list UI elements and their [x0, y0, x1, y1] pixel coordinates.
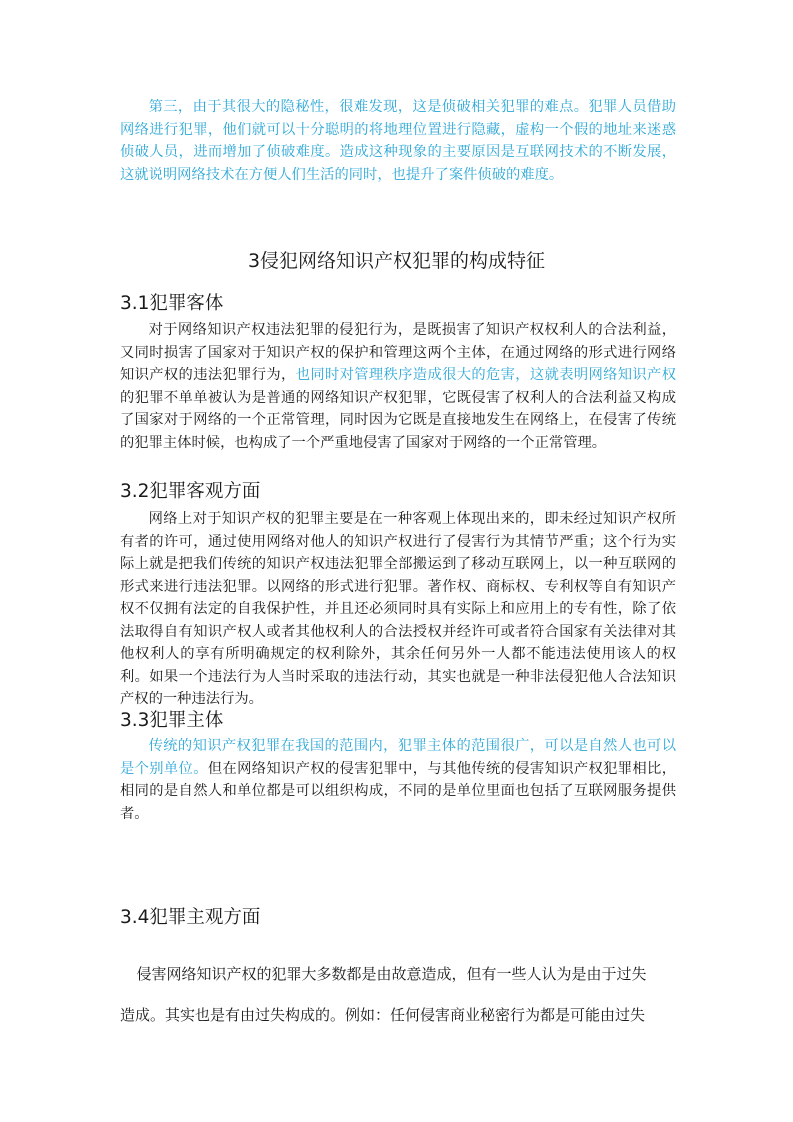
section-3-1-highlight: 也同时对管理秩序造成很大的危害，这就表明网络知识产权 [295, 367, 676, 383]
section-3-4-line-1: 侵害网络知识产权的犯罪大多数都是由故意造成，但有一些人认为是由于过失 [136, 965, 647, 983]
section-3-3-text-b: 但在网络知识产权的侵害犯罪中，与其他传统的侵害知识产权犯罪相比，相同的是自然人和单位都是可以组织构成，不同的是单位里面也包括了互联网服务提供者。 [120, 760, 676, 822]
section-3-4-heading: 3.4犯罪主观方面 [120, 907, 261, 928]
section-3-4-line-2: 造成。其实也是有由过失构成的。例如：任何侵害商业秘密行为都是可能由过失 [120, 1006, 646, 1024]
section-3-1-paragraph [120, 319, 676, 454]
section-3-3-highlight: 传统的知识产权犯罪在我国的范围内，犯罪主体的范围很广，可以是自然人也可以是个别单位。 [120, 738, 676, 777]
section-3-1-heading: 3.1犯罪客体 [120, 293, 224, 314]
section-3-2-heading: 3.2犯罪客观方面 [120, 481, 261, 502]
intro-paragraph: 第三，由于其很大的隐秘性，很难发现，这是侦破相关犯罪的难点。犯罪人员借助网络进行犯罪，他们就可以十分聪明的将地理位置进行隐藏，虚构一个假的地址来迷惑侦破人员，进而增加了侦破难度。造成这种现象的主要原因是互联网技术的不断发展，这就说明网络技术在方便人们生活的同时，也提升了案件侦破的难度。 [120, 99, 676, 183]
section-3-1-text-c: 的犯罪不单单被认为是普通的网络知识产权犯罪，它既侵害了权利人的合法利益又构成了国家对于网络的一个正常管理，同时因为它既是直接地发生在网络上，在侵害了传统的犯罪主体时候，也构成了一个严重地侵害了国家对于网络的一个正常管理。 [120, 389, 676, 451]
section-3-1-text-a: 对于网络知识产权违法犯罪的侵犯行为，是既损害了知识产权权利人的合法利益，又同时损害了国家对于知识产权的保护和管理这两个主体，在通过网络的形式进行网络知识产权的违法犯罪行为， [120, 322, 676, 383]
section-3-3-paragraph [120, 735, 676, 825]
chapter-title: 3侵犯网络知识产权犯罪的构成特征 [247, 250, 546, 272]
section-3-2-paragraph: 网络上对于知识产权的犯罪主要是在一种客观上体现出来的，即未经过知识产权所有者的许可，通过使用网络对他人的知识产权进行了侵害行为其情节严重；这个行为实际上就是把我们传统的知识产权违法犯罪全部搬运到了移动互联网上，以一种互联网的形式来进行违法犯罪。以网络的形式进行犯罪。著作权、商标权、专利权等自有知识产权不仅拥有法定的自我保护性，并且还必须同时具有实际上和应用上的专有性，除了依法取得自有知识产权人或者其他权利人的合法授权并经许可或者符合国家有关法律对其他权利人的享有所明确规定的权利除外，其余任何另外一人都不能违法使用该人的权利。如果一个违法行为人当时采取的违法行动，其实也就是一种非法侵犯他人合法知识产权的一种违法行为。 [120, 511, 676, 707]
section-3-3-heading: 3.3犯罪主体 [120, 710, 224, 731]
